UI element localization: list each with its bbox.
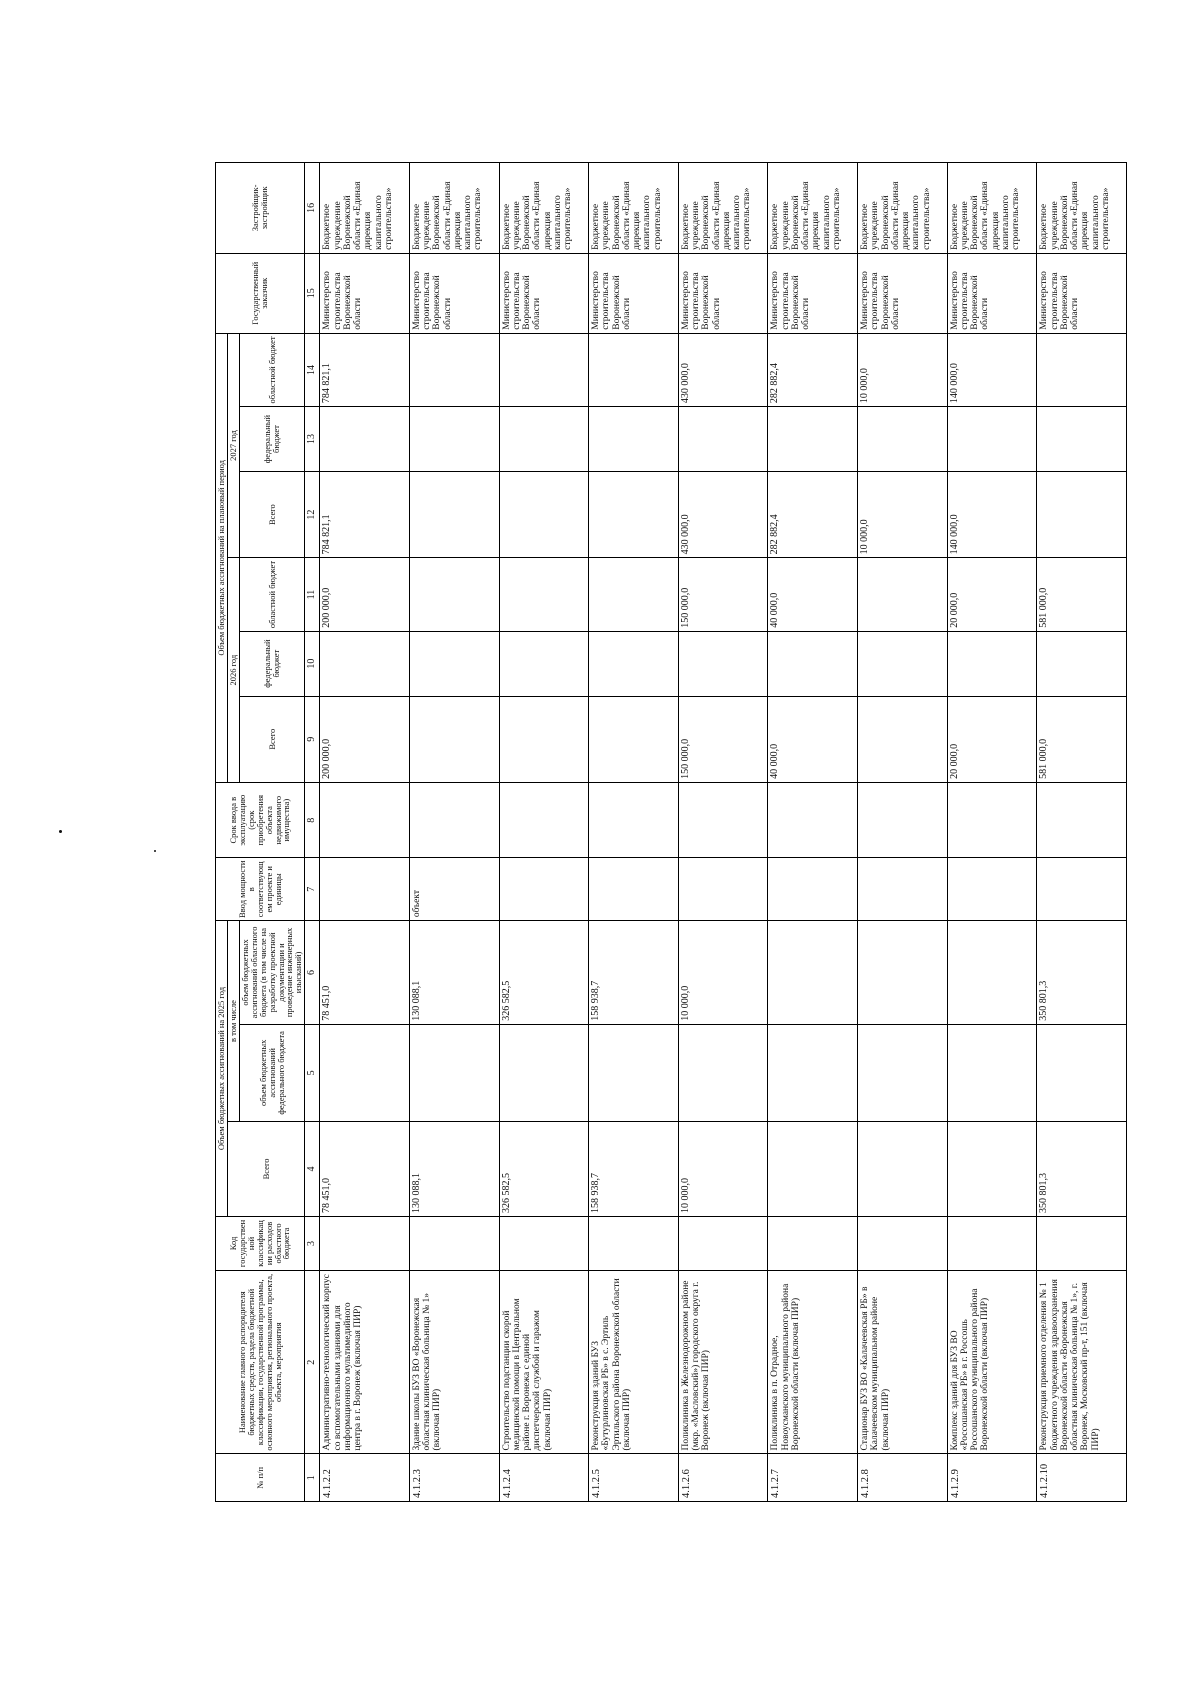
- row-capacity: [499, 858, 589, 921]
- row-federal-2027: [768, 407, 858, 472]
- row-regional-2025: 10 000,0: [678, 921, 768, 1025]
- row-commission-date: [499, 782, 589, 858]
- row-total-2026: [499, 696, 589, 782]
- row-federal-2025: [409, 1024, 499, 1121]
- header-total-2027: Всего: [239, 471, 304, 557]
- row-code: 4.1.2.6: [678, 1454, 768, 1502]
- header-federal-2027: федеральный бюджет: [239, 407, 304, 472]
- column-number: 9: [305, 696, 320, 782]
- row-commission-date: [858, 782, 948, 858]
- header-regional-funds: объем бюджетных ассигнований областного бюджета (в том числе на разработку проектной документации и проведение инженерных изысканий): [239, 921, 304, 1025]
- row-code: 4.1.2.9: [947, 1454, 1037, 1502]
- row-total-2025: [858, 1121, 948, 1216]
- row-federal-2025: [768, 1024, 858, 1121]
- row-code: 4.1.2.2: [320, 1454, 410, 1502]
- table-row: [409, 163, 499, 1502]
- row-federal-2025: [858, 1024, 948, 1121]
- row-name: Административно-технологический корпус со вспомогательными зданиями для информационного мультимедийного центра в г. Воронеж (включая ПИР): [320, 1270, 410, 1454]
- row-regional-2027: 140 000,0: [947, 333, 1037, 406]
- row-commission-date: [320, 782, 410, 858]
- column-number: 15: [305, 253, 320, 333]
- row-total-2026: 581 000,0: [1037, 696, 1127, 782]
- row-regional-2025: 158 938,7: [589, 921, 679, 1025]
- row-federal-2026: [678, 631, 768, 696]
- row-total-2025: [768, 1121, 858, 1216]
- row-name: Поликлиника в Железнодорожном районе (мкр. «Масловский») городского округа г. Воронеж (включая ПИР): [678, 1270, 768, 1454]
- row-federal-2026: [1037, 631, 1127, 696]
- row-total-2025: 350 801,3: [1037, 1121, 1127, 1216]
- row-commission-date: [409, 782, 499, 858]
- table-row: [499, 163, 589, 1502]
- row-total-2026: [858, 696, 948, 782]
- row-total-2026: 150 000,0: [678, 696, 768, 782]
- row-customer: Министерство строительства Воронежской области: [320, 253, 410, 333]
- header-total-2026: Всего: [239, 696, 304, 782]
- header-total-2025: Всего: [227, 1121, 304, 1216]
- row-customer: Министерство строительства Воронежской области: [768, 253, 858, 333]
- row-regional-2026: [589, 558, 679, 631]
- row-federal-2026: [858, 631, 948, 696]
- header-name: Наименование главного распорядителя бюджетных средств, раздела бюджетной классификации, государственной программы, основного мероприятия, регионального проекта, объекта, мероприятия: [216, 1270, 305, 1454]
- row-capacity: [589, 858, 679, 921]
- row-total-2026: [409, 696, 499, 782]
- row-customer: Министерство строительства Воронежской области: [678, 253, 768, 333]
- row-total-2027: 784 821,1: [320, 471, 410, 557]
- row-federal-2026: [768, 631, 858, 696]
- rotated-table-sheet: [215, 162, 1127, 1502]
- column-number: 11: [305, 558, 320, 631]
- row-budget-code: [947, 1216, 1037, 1270]
- row-total-2027: [1037, 471, 1127, 557]
- column-number: 4: [305, 1121, 320, 1216]
- header-year-2026: 2026 год: [227, 558, 239, 783]
- row-total-2027: [589, 471, 679, 557]
- row-regional-2027: [1037, 333, 1127, 406]
- row-regional-2026: 20 000,0: [947, 558, 1037, 631]
- row-customer: Министерство строительства Воронежской области: [499, 253, 589, 333]
- row-regional-2025: 130 088,1: [409, 921, 499, 1025]
- header-customer: Государственный заказчик: [216, 253, 305, 333]
- row-federal-2027: [678, 407, 768, 472]
- row-name: Реконструкция зданий БУЗ «Бутурлиновская РБ» в с. Эртиль Эртильского района Воронежской области (включая ПИР): [589, 1270, 679, 1454]
- row-total-2025: 78 451,0: [320, 1121, 410, 1216]
- row-regional-2027: [589, 333, 679, 406]
- row-budget-code: [320, 1216, 410, 1270]
- table-row: [678, 163, 768, 1502]
- row-name: Строительство подстанции скорой медицинской помощи в Центральном районе г. Воронежа с единой диспетчерской службой и гаражом (включая ПИР): [499, 1270, 589, 1454]
- row-code: 4.1.2.10: [1037, 1454, 1127, 1502]
- row-regional-2027: [499, 333, 589, 406]
- row-total-2025: 158 938,7: [589, 1121, 679, 1216]
- row-budget-code: [768, 1216, 858, 1270]
- header-year-2027: 2027 год: [227, 333, 239, 558]
- row-budget-code: [1037, 1216, 1127, 1270]
- row-federal-2025: [1037, 1024, 1127, 1121]
- row-regional-2026: 150 000,0: [678, 558, 768, 631]
- row-developer: Бюджетное учреждение Воронежской области «Единая дирекция капитального строительства»: [499, 163, 589, 254]
- row-regional-2027: 784 821,1: [320, 333, 410, 406]
- row-regional-2026: 200 000,0: [320, 558, 410, 631]
- row-budget-code: [858, 1216, 948, 1270]
- row-federal-2027: [858, 407, 948, 472]
- column-number: 16: [305, 163, 320, 254]
- row-federal-2027: [409, 407, 499, 472]
- row-regional-2025: [947, 921, 1037, 1025]
- header-federal-funds: объем бюджетных ассигнований федерального бюджета: [239, 1024, 304, 1121]
- scan-speck: [154, 850, 156, 852]
- header-developer: Застройщик-застройщик: [216, 163, 305, 254]
- row-federal-2027: [320, 407, 410, 472]
- row-federal-2025: [678, 1024, 768, 1121]
- row-name: Комплекс зданий для БУЗ ВО «Россошанская РБ» в г. Россошь Россошанского муниципального района Воронежской области (включая ПИР): [947, 1270, 1037, 1454]
- row-capacity: [768, 858, 858, 921]
- column-number-row: [305, 163, 320, 1502]
- budget-allocation-table: [215, 162, 1127, 1502]
- header-regional-2027: областной бюджет: [239, 333, 304, 406]
- row-developer: Бюджетное учреждение Воронежской области «Единая дирекция капитального строительства»: [320, 163, 410, 254]
- column-number: 10: [305, 631, 320, 696]
- row-capacity: объект: [409, 858, 499, 921]
- row-developer: Бюджетное учреждение Воронежской области «Единая дирекция капитального строительства»: [947, 163, 1037, 254]
- row-regional-2026: 581 000,0: [1037, 558, 1127, 631]
- row-total-2026: [589, 696, 679, 782]
- row-capacity: [678, 858, 768, 921]
- row-regional-2025: [768, 921, 858, 1025]
- row-name: Здание школы БУЗ ВО «Воронежская областная клиническая больница № 1» (включая ПИР): [409, 1270, 499, 1454]
- table-row: [858, 163, 948, 1502]
- row-capacity: [947, 858, 1037, 921]
- row-developer: Бюджетное учреждение Воронежской области «Единая дирекция капитального строительства»: [768, 163, 858, 254]
- row-commission-date: [589, 782, 679, 858]
- row-regional-2027: 282 882,4: [768, 333, 858, 406]
- row-commission-date: [1037, 782, 1127, 858]
- table-row: [1037, 163, 1127, 1502]
- row-federal-2027: [947, 407, 1037, 472]
- table-row: [320, 163, 410, 1502]
- column-number: 6: [305, 921, 320, 1025]
- row-capacity: [858, 858, 948, 921]
- row-regional-2027: [409, 333, 499, 406]
- row-commission-date: [947, 782, 1037, 858]
- row-regional-2026: [858, 558, 948, 631]
- row-code: 4.1.2.8: [858, 1454, 948, 1502]
- header-group-2025: Объем бюджетных ассигнований на 2025 год: [216, 921, 228, 1217]
- row-federal-2026: [947, 631, 1037, 696]
- header-in-that-number: в том числе: [227, 921, 239, 1122]
- row-federal-2027: [1037, 407, 1127, 472]
- header-regional-2026: областной бюджет: [239, 558, 304, 631]
- row-federal-2026: [499, 631, 589, 696]
- row-developer: Бюджетное учреждение Воронежской области «Единая дирекция капитального строительства»: [1037, 163, 1127, 254]
- row-federal-2025: [499, 1024, 589, 1121]
- header-capacity: Ввод мощности в соответствующем проекте и единицы: [216, 858, 305, 921]
- row-federal-2026: [589, 631, 679, 696]
- row-budget-code: [589, 1216, 679, 1270]
- row-developer: Бюджетное учреждение Воронежской области «Единая дирекция капитального строительства»: [678, 163, 768, 254]
- column-number: 8: [305, 782, 320, 858]
- column-number: 5: [305, 1024, 320, 1121]
- column-number: 13: [305, 407, 320, 472]
- row-customer: Министерство строительства Воронежской области: [858, 253, 948, 333]
- header-planned-period: Объем бюджетных ассигнований на плановый период: [216, 333, 228, 782]
- table-row: [947, 163, 1037, 1502]
- table-body: [320, 163, 1127, 1502]
- row-regional-2026: [409, 558, 499, 631]
- row-customer: Министерство строительства Воронежской области: [1037, 253, 1127, 333]
- row-customer: Министерство строительства Воронежской области: [589, 253, 679, 333]
- row-customer: Министерство строительства Воронежской области: [947, 253, 1037, 333]
- table-row: [768, 163, 858, 1502]
- row-developer: Бюджетное учреждение Воронежской области «Единая дирекция капитального строительства»: [409, 163, 499, 254]
- header-federal-2026: федеральный бюджет: [239, 631, 304, 696]
- column-number: 14: [305, 333, 320, 406]
- row-capacity: [1037, 858, 1127, 921]
- row-commission-date: [768, 782, 858, 858]
- column-number: 12: [305, 471, 320, 557]
- row-regional-2027: 430 000,0: [678, 333, 768, 406]
- row-regional-2026: 40 000,0: [768, 558, 858, 631]
- column-number: 2: [305, 1270, 320, 1454]
- row-regional-2025: 350 801,3: [1037, 921, 1127, 1025]
- row-total-2025: 130 088,1: [409, 1121, 499, 1216]
- row-code: 4.1.2.4: [499, 1454, 589, 1502]
- row-regional-2025: 326 582,5: [499, 921, 589, 1025]
- column-number: 1: [305, 1454, 320, 1502]
- row-customer: Министерство строительства Воронежской области: [409, 253, 499, 333]
- row-total-2027: [409, 471, 499, 557]
- row-developer: Бюджетное учреждение Воронежской области «Единая дирекция капитального строительства»: [589, 163, 679, 254]
- row-total-2026: 40 000,0: [768, 696, 858, 782]
- row-federal-2026: [409, 631, 499, 696]
- row-capacity: [320, 858, 410, 921]
- row-total-2027: 430 000,0: [678, 471, 768, 557]
- header-number: № п/п: [216, 1454, 305, 1502]
- row-budget-code: [678, 1216, 768, 1270]
- row-federal-2025: [947, 1024, 1037, 1121]
- row-federal-2026: [320, 631, 410, 696]
- column-number: 3: [305, 1216, 320, 1270]
- row-code: 4.1.2.3: [409, 1454, 499, 1502]
- header-code: Код государственной классификации расходов областного бюджета: [216, 1216, 305, 1270]
- row-federal-2027: [499, 407, 589, 472]
- table-header: [216, 163, 320, 1502]
- row-total-2025: 10 000,0: [678, 1121, 768, 1216]
- row-federal-2025: [320, 1024, 410, 1121]
- row-total-2027: 140 000,0: [947, 471, 1037, 557]
- row-federal-2025: [589, 1024, 679, 1121]
- row-developer: Бюджетное учреждение Воронежской области «Единая дирекция капитального строительства»: [858, 163, 948, 254]
- row-code: 4.1.2.5: [589, 1454, 679, 1502]
- row-federal-2027: [589, 407, 679, 472]
- row-name: Реконструкция приемного отделения № 1 бюджетного учреждения здравоохранения Воронежской области «Воронежская областная клиническая больница № 1», г. Воронеж, Московский пр-т, 151 (включая ПИР): [1037, 1270, 1127, 1454]
- row-commission-date: [678, 782, 768, 858]
- row-regional-2025: [858, 921, 948, 1025]
- row-name: Поликлиника в п. Отрадное, Новоусманского муниципального района Воронежской области (включая ПИР): [768, 1270, 858, 1454]
- table-row: [589, 163, 679, 1502]
- row-regional-2026: [499, 558, 589, 631]
- column-number: 7: [305, 858, 320, 921]
- row-regional-2027: 10 000,0: [858, 333, 948, 406]
- row-total-2026: 200 000,0: [320, 696, 410, 782]
- row-total-2026: 20 000,0: [947, 696, 1037, 782]
- row-budget-code: [409, 1216, 499, 1270]
- row-regional-2025: 78 451,0: [320, 921, 410, 1025]
- header-commission-date: Срок ввода в эксплуатацию (срок приобретения объекта недвижимого имущества): [216, 782, 305, 858]
- scan-speck: [59, 830, 62, 833]
- row-total-2027: [499, 471, 589, 557]
- row-total-2025: [947, 1121, 1037, 1216]
- row-total-2025: 326 582,5: [499, 1121, 589, 1216]
- row-total-2027: 10 000,0: [858, 471, 948, 557]
- row-name: Стационар БУЗ ВО «Калачеевская РБ» в Калачеевском муниципальном районе (включая ПИР): [858, 1270, 948, 1454]
- row-code: 4.1.2.7: [768, 1454, 858, 1502]
- row-total-2027: 282 882,4: [768, 471, 858, 557]
- row-budget-code: [499, 1216, 589, 1270]
